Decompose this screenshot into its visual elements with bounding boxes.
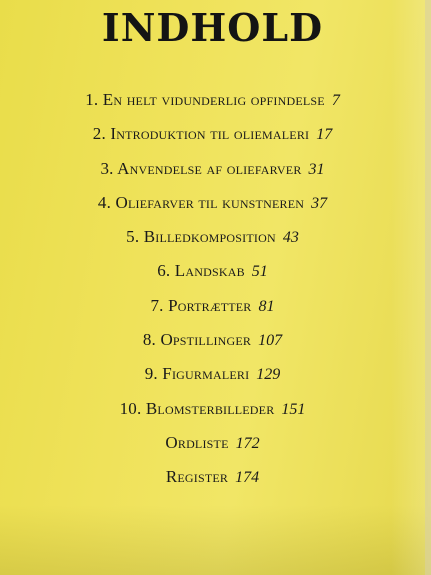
toc-entry-label: 4. Oliefarver til kunstneren [97,192,305,212]
toc-entry-label: 5. Billedkomposition [126,227,276,247]
toc-entry-label: 3. Anvendelse af oliefarver [100,158,302,178]
toc-entry-page: 151 [281,400,306,418]
toc-entry [0,431,425,465]
toc-entry-label: 8. Opstillinger [142,330,252,350]
page-shadow [0,505,431,575]
toc-entry-page: 17 [316,126,333,144]
toc-entry-label: 2. Introduktion til oliemaleri [92,124,310,144]
toc-entry-page: 107 [258,332,283,350]
toc-entry-label: Ordliste [165,432,229,452]
toc-entry-label: 9. Figurmaleri [144,364,250,384]
toc-entry-label: 7. Portrætter [150,295,252,315]
toc-entry-page: 81 [258,297,275,315]
toc-entry-page: 7 [331,92,340,109]
toc-entry-page: 172 [235,434,260,452]
toc-entry [0,88,425,122]
toc-entry [0,294,425,328]
toc-entry [0,191,425,225]
table-of-contents [0,88,425,500]
toc-entry [0,122,425,156]
toc-entry [0,328,425,362]
toc-entry [0,259,425,293]
toc-entry [0,397,425,431]
page-title: INDHOLD [101,5,324,50]
toc-entry-page: 129 [256,366,281,384]
toc-entry [0,225,425,259]
toc-entry-label: 1. En helt vidunderlig opfindelse [85,90,325,109]
page-edge [425,0,431,575]
toc-entry-page: 51 [251,263,268,281]
toc-entry-page: 43 [282,229,299,247]
toc-entry-page: 37 [311,194,328,212]
toc-entry-page: 174 [235,469,260,487]
toc-entry [0,157,425,191]
toc-entry [0,362,425,396]
toc-entry [0,465,425,499]
toc-entry-label: 6. Landskab [157,261,245,281]
toc-entry-page: 31 [308,160,325,178]
toc-entry-label: 10. Blomsterbilleder [119,398,275,418]
toc-entry-label: Register [165,467,229,487]
